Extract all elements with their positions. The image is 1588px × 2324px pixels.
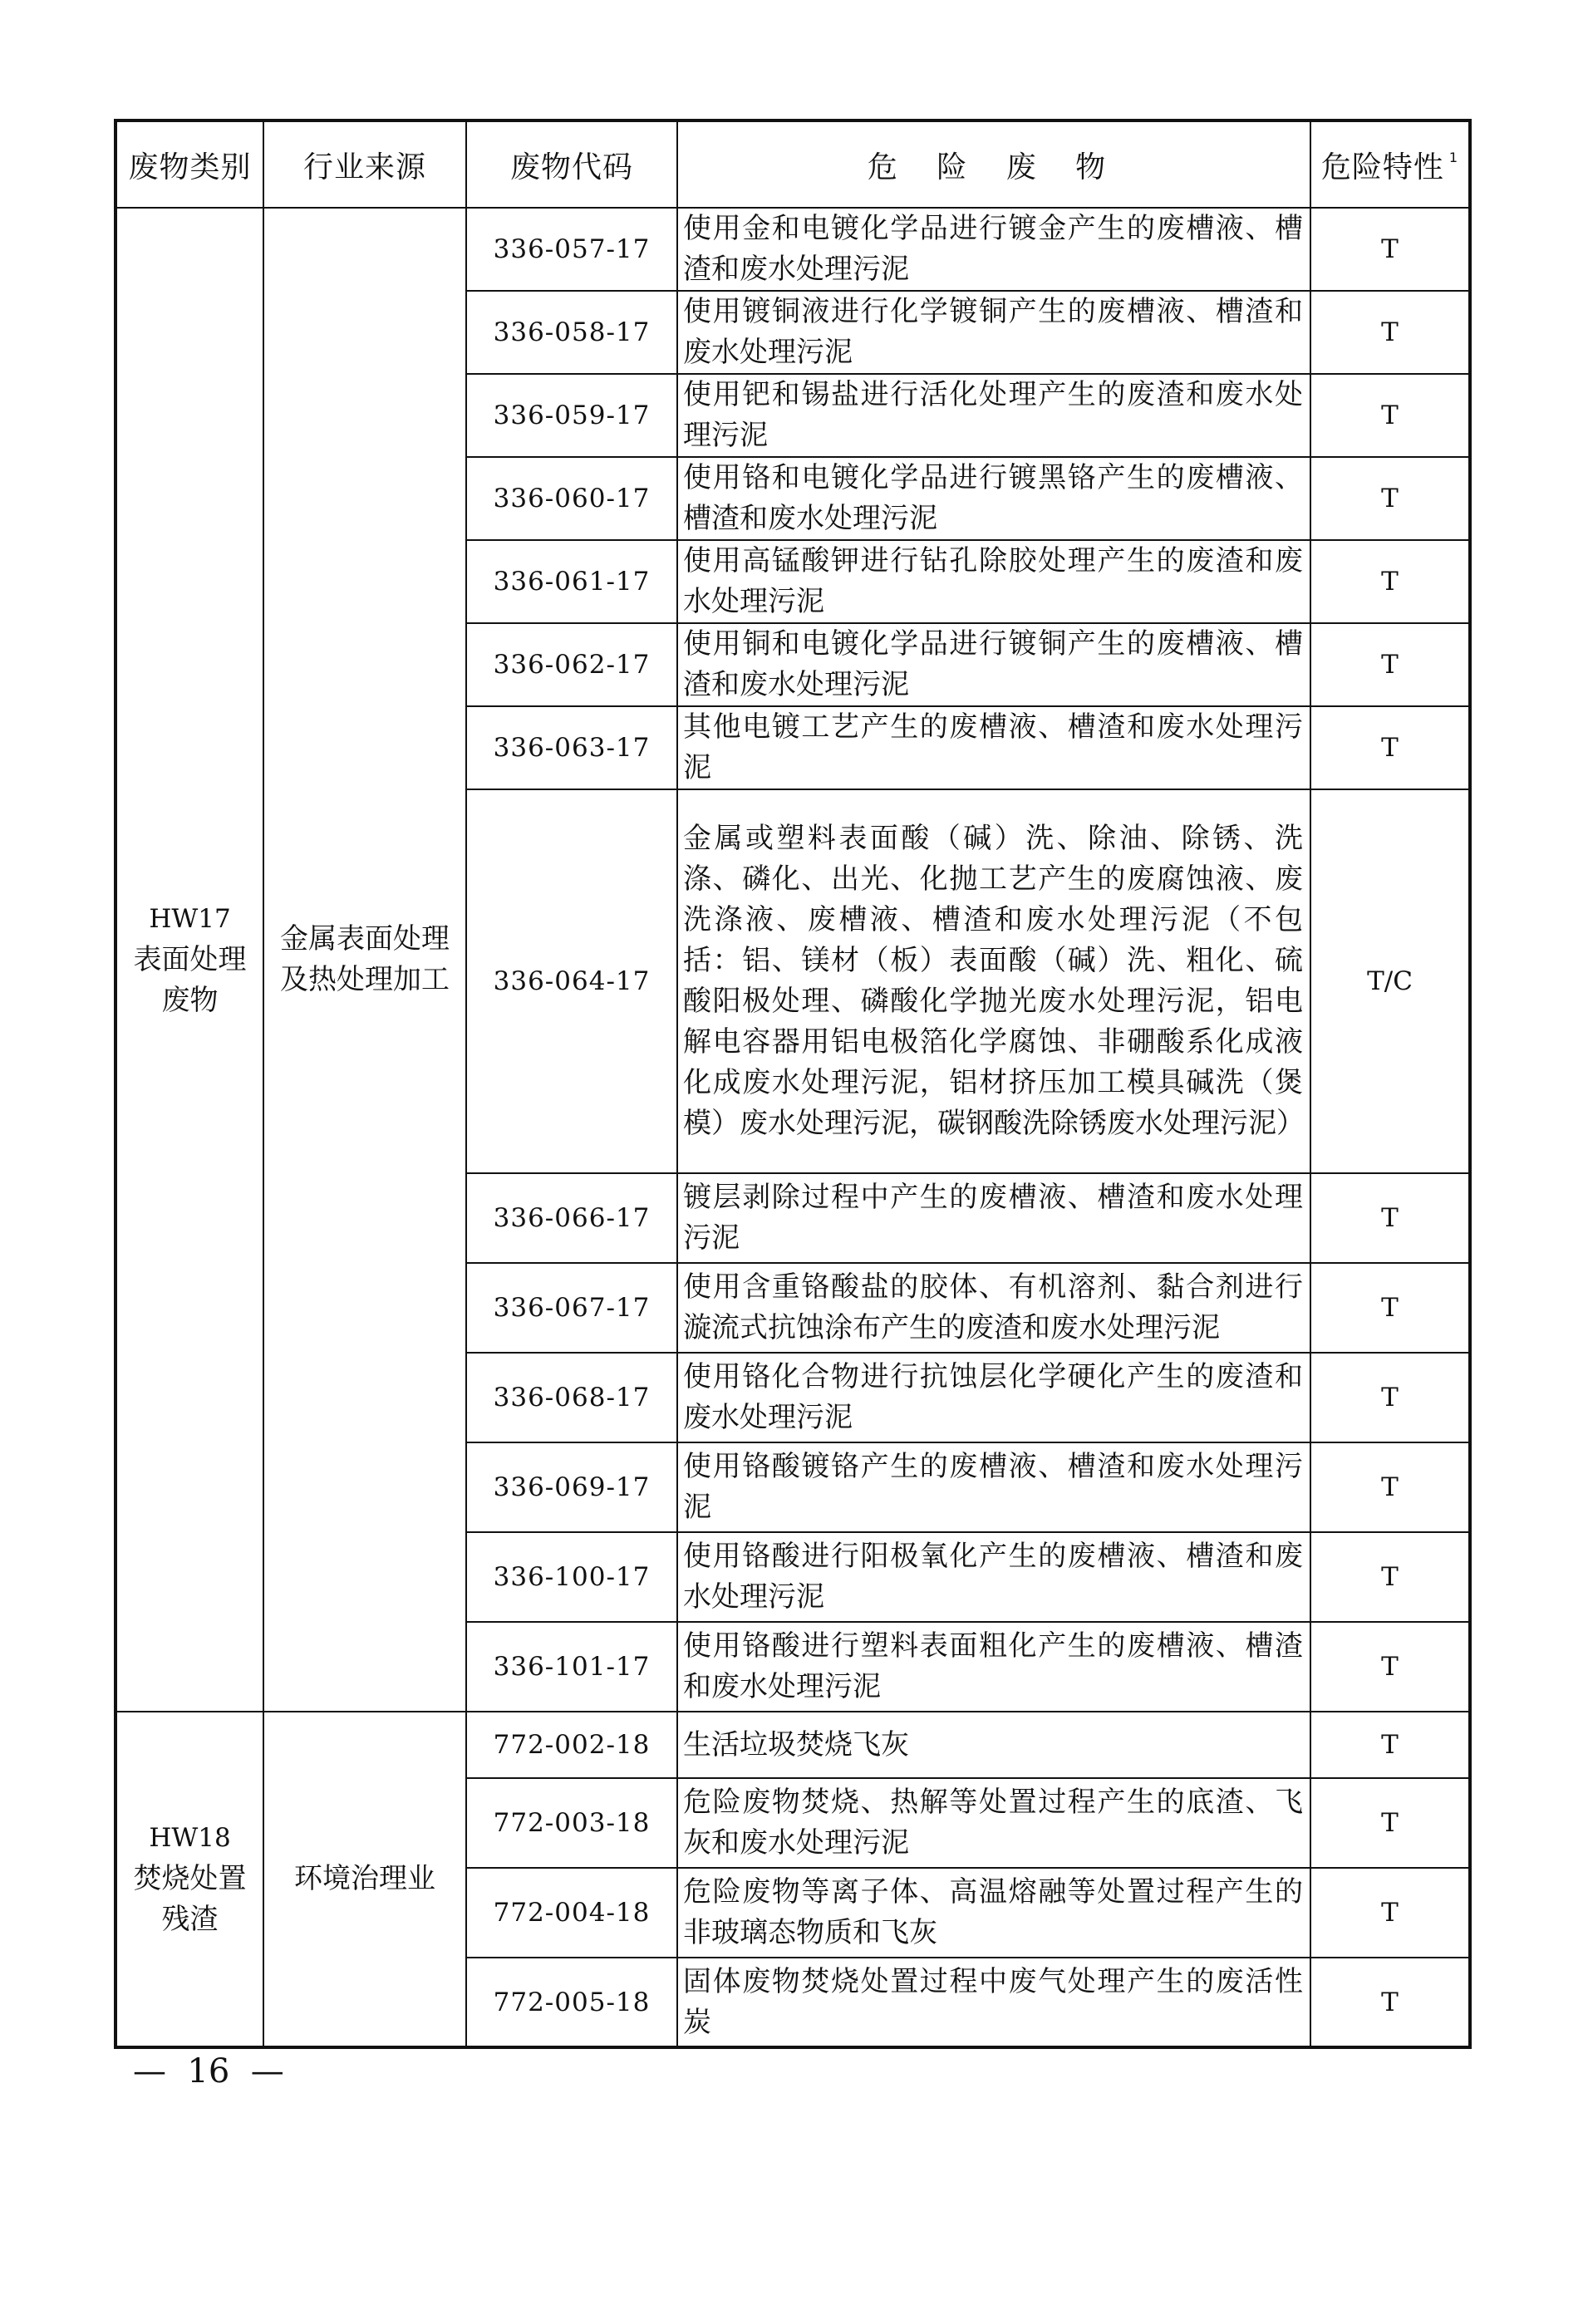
waste-code-cell: 336-068-17 — [466, 1353, 677, 1442]
waste-code-cell: 336-067-17 — [466, 1263, 677, 1353]
hazard-cell: T — [1310, 457, 1470, 540]
header-hazard-footnote: 1 — [1448, 149, 1459, 165]
waste-description-cell: 使用含重铬酸盐的胶体、有机溶剂、黏合剂进行漩流式抗蚀涂布产生的废渣和废水处理污泥 — [677, 1263, 1310, 1353]
table-row — [116, 208, 1470, 291]
waste-code-cell: 772-004-18 — [466, 1868, 677, 1958]
category-code: HW18 — [149, 1823, 231, 1853]
waste-code-cell: 336-061-17 — [466, 540, 677, 623]
hazard-cell: T — [1310, 1778, 1470, 1868]
waste-description-cell: 镀层剥除过程中产生的废槽液、槽渣和废水处理污泥 — [677, 1173, 1310, 1263]
waste-code-cell: 336-059-17 — [466, 374, 677, 457]
category-name-line: 废物 — [161, 983, 219, 1017]
waste-code-cell: 336-066-17 — [466, 1173, 677, 1263]
waste-description-cell: 使用铬酸进行塑料表面粗化产生的废槽液、槽渣和废水处理污泥 — [677, 1622, 1310, 1712]
hazard-cell: T — [1310, 1622, 1470, 1712]
waste-description-cell: 使用金和电镀化学品进行镀金产生的废槽液、槽渣和废水处理污泥 — [677, 208, 1310, 291]
waste-code-cell: 336-060-17 — [466, 457, 677, 540]
hazard-cell: T — [1310, 1263, 1470, 1353]
waste-code-cell: 336-063-17 — [466, 706, 677, 789]
waste-code-cell: 336-064-17 — [466, 789, 677, 1173]
header-code: 废物代码 — [466, 120, 677, 208]
hazard-cell: T — [1310, 208, 1470, 291]
waste-description-cell: 使用高锰酸钾进行钻孔除胶处理产生的废渣和废水处理污泥 — [677, 540, 1310, 623]
category-cell — [116, 208, 263, 1712]
waste-code-cell: 336-057-17 — [466, 208, 677, 291]
table-body — [116, 208, 1470, 2047]
waste-description-cell: 使用钯和锡盐进行活化处理产生的废渣和废水处理污泥 — [677, 374, 1310, 457]
hazard-cell: T — [1310, 1532, 1470, 1622]
category-name-line: 残渣 — [161, 1903, 219, 1936]
waste-description-cell: 使用镀铜液进行化学镀铜产生的废槽液、槽渣和废水处理污泥 — [677, 291, 1310, 374]
industry-cell — [263, 1712, 466, 2047]
hazard-cell: T — [1310, 706, 1470, 789]
category-code: HW17 — [149, 903, 231, 934]
industry-line: 及热处理加工 — [280, 963, 450, 996]
hazard-cell: T — [1310, 1353, 1470, 1442]
hazard-cell: T — [1310, 291, 1470, 374]
waste-code-cell: 336-069-17 — [466, 1442, 677, 1532]
waste-description-cell: 固体废物焚烧处置过程中废气处理产生的废活性炭 — [677, 1958, 1310, 2047]
waste-code-cell: 336-058-17 — [466, 291, 677, 374]
hazard-cell: T — [1310, 623, 1470, 706]
waste-code-cell: 772-005-18 — [466, 1958, 677, 2047]
waste-description-cell: 使用铬酸镀铬产生的废槽液、槽渣和废水处理污泥 — [677, 1442, 1310, 1532]
waste-code-cell: 772-003-18 — [466, 1778, 677, 1868]
header-hazard — [1310, 120, 1470, 208]
waste-description-cell: 金属或塑料表面酸（碱）洗、除油、除锈、洗涤、磷化、出光、化抛工艺产生的废腐蚀液、废洗涤液、废槽液、槽渣和废水处理污泥（不包括：铝、镁材（板）表面酸（碱）洗、粗化、硫酸阳极处理、磷酸化学抛光废水处理污泥，铝电解电容器用铝电极箔化学腐蚀、非硼酸系化成液化成废水处理污泥，铝材挤压加工模具碱洗（煲模）废水处理污泥，碳钢酸洗除锈废水处理污泥） — [677, 789, 1310, 1173]
category-cell — [116, 1712, 263, 2047]
waste-description-cell: 使用铬和电镀化学品进行镀黑铬产生的废槽液、槽渣和废水处理污泥 — [677, 457, 1310, 540]
hazardous-waste-table — [114, 119, 1472, 2049]
table-header-row — [116, 120, 1470, 208]
header-category: 废物类别 — [116, 120, 263, 208]
industry-line: 环境治理业 — [294, 1862, 435, 1895]
hazard-cell: T — [1310, 540, 1470, 623]
hazard-cell: T — [1310, 1173, 1470, 1263]
waste-code-cell: 336-100-17 — [466, 1532, 677, 1622]
waste-description-cell: 生活垃圾焚烧飞灰 — [677, 1712, 1310, 1778]
industry-line: 金属表面处理 — [280, 922, 450, 956]
waste-description-cell: 使用铬化合物进行抗蚀层化学硬化产生的废渣和废水处理污泥 — [677, 1353, 1310, 1442]
header-industry: 行业来源 — [263, 120, 466, 208]
hazard-cell: T — [1310, 1712, 1470, 1778]
hazard-cell: T — [1310, 1958, 1470, 2047]
hazard-cell: T — [1310, 1868, 1470, 1958]
industry-cell — [263, 208, 466, 1712]
waste-description-cell: 使用铜和电镀化学品进行镀铜产生的废槽液、槽渣和废水处理污泥 — [677, 623, 1310, 706]
waste-description-cell: 使用铬酸进行阳极氧化产生的废槽液、槽渣和废水处理污泥 — [677, 1532, 1310, 1622]
waste-description-cell: 危险废物等离子体、高温熔融等处置过程产生的非玻璃态物质和飞灰 — [677, 1868, 1310, 1958]
hazard-cell: T — [1310, 1442, 1470, 1532]
waste-code-cell: 336-101-17 — [466, 1622, 677, 1712]
hazard-cell: T/C — [1310, 789, 1470, 1173]
header-hazard-label: 危险特性 — [1320, 150, 1444, 184]
table-row — [116, 1712, 1470, 1778]
category-name-line: 焚烧处置 — [133, 1862, 247, 1895]
header-waste: 危 险 废 物 — [677, 120, 1310, 208]
waste-code-cell: 772-002-18 — [466, 1712, 677, 1778]
hazard-cell: T — [1310, 374, 1470, 457]
waste-description-cell: 其他电镀工艺产生的废槽液、槽渣和废水处理污泥 — [677, 706, 1310, 789]
page-number: — 16 — — [133, 2052, 284, 2091]
waste-code-cell: 336-062-17 — [466, 623, 677, 706]
waste-description-cell: 危险废物焚烧、热解等处置过程产生的底渣、飞灰和废水处理污泥 — [677, 1778, 1310, 1868]
category-name-line: 表面处理 — [133, 942, 247, 976]
